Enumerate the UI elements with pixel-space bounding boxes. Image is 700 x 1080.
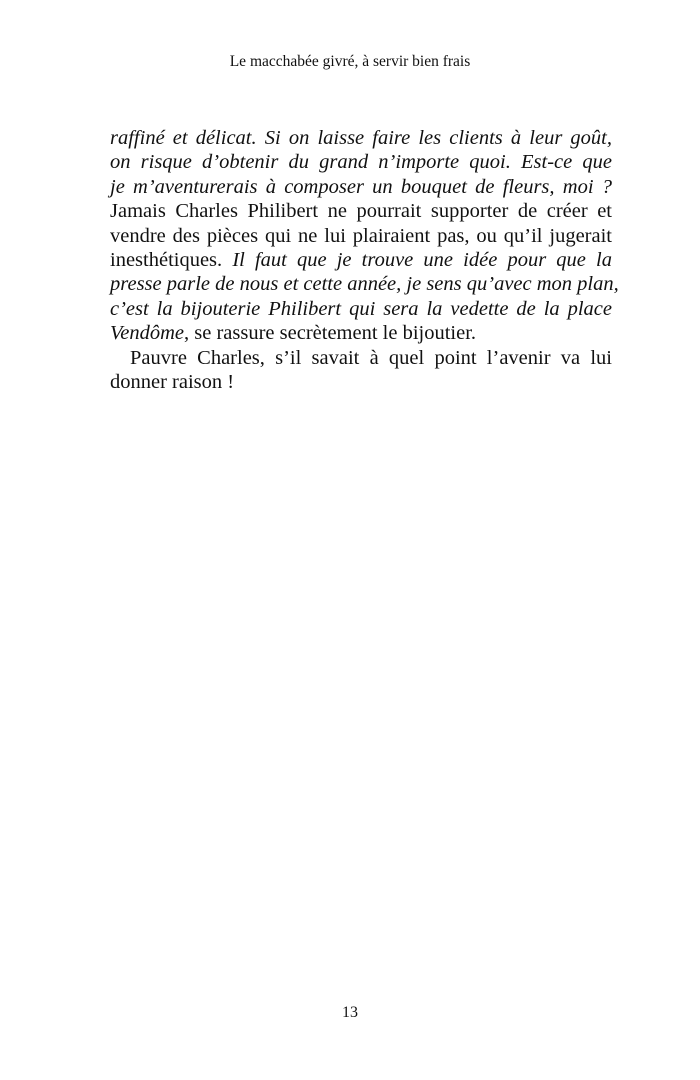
- body-text: [110, 126, 619, 394]
- text-segment: je m’aventurerais à composer un bouquet de fleurs, moi ?: [110, 175, 612, 198]
- text-line: [110, 346, 612, 370]
- text-segment: presse parle de nous et cette année, je sens qu’avec mon plan,: [110, 273, 619, 296]
- text-segment: Jamais Charles Philibert ne pourrait supporter de créer et: [110, 200, 612, 223]
- text-segment: Vendôme: [110, 322, 185, 345]
- text-line: [110, 272, 619, 296]
- text-line: [110, 297, 612, 321]
- text-segment: Il faut que je trouve une idée pour que la: [232, 249, 612, 272]
- text-segment: raffiné et délicat. Si on laisse faire les clients à leur goût,: [110, 127, 612, 149]
- text-line: [110, 248, 612, 272]
- running-head: Le macchabée givré, à servir bien frais: [229, 53, 471, 70]
- text-line: [110, 224, 612, 248]
- text-segment: donner raison !: [110, 371, 235, 394]
- text-line: [110, 321, 612, 345]
- text-line: [110, 370, 612, 394]
- text-line: [110, 175, 612, 199]
- text-segment: on risque d’obtenir du grand n’importe quoi. Est-ce que: [110, 151, 612, 174]
- text-segment: inesthétiques.: [110, 249, 233, 272]
- text-segment: c’est la bijouterie Philibert qui sera la vedette de la place: [110, 297, 612, 320]
- text-line: [110, 126, 612, 150]
- page-number: 13: [342, 1004, 358, 1021]
- text-segment: , se rassure secrètement le bijoutier.: [184, 322, 477, 345]
- text-line: [110, 150, 612, 174]
- text-line: [110, 199, 612, 223]
- text-segment: Pauvre Charles, s’il savait à quel point l’avenir va lui: [130, 346, 612, 369]
- text-segment: vendre des pièces qui ne lui plairaient pas, ou qu’il jugerait: [110, 224, 612, 247]
